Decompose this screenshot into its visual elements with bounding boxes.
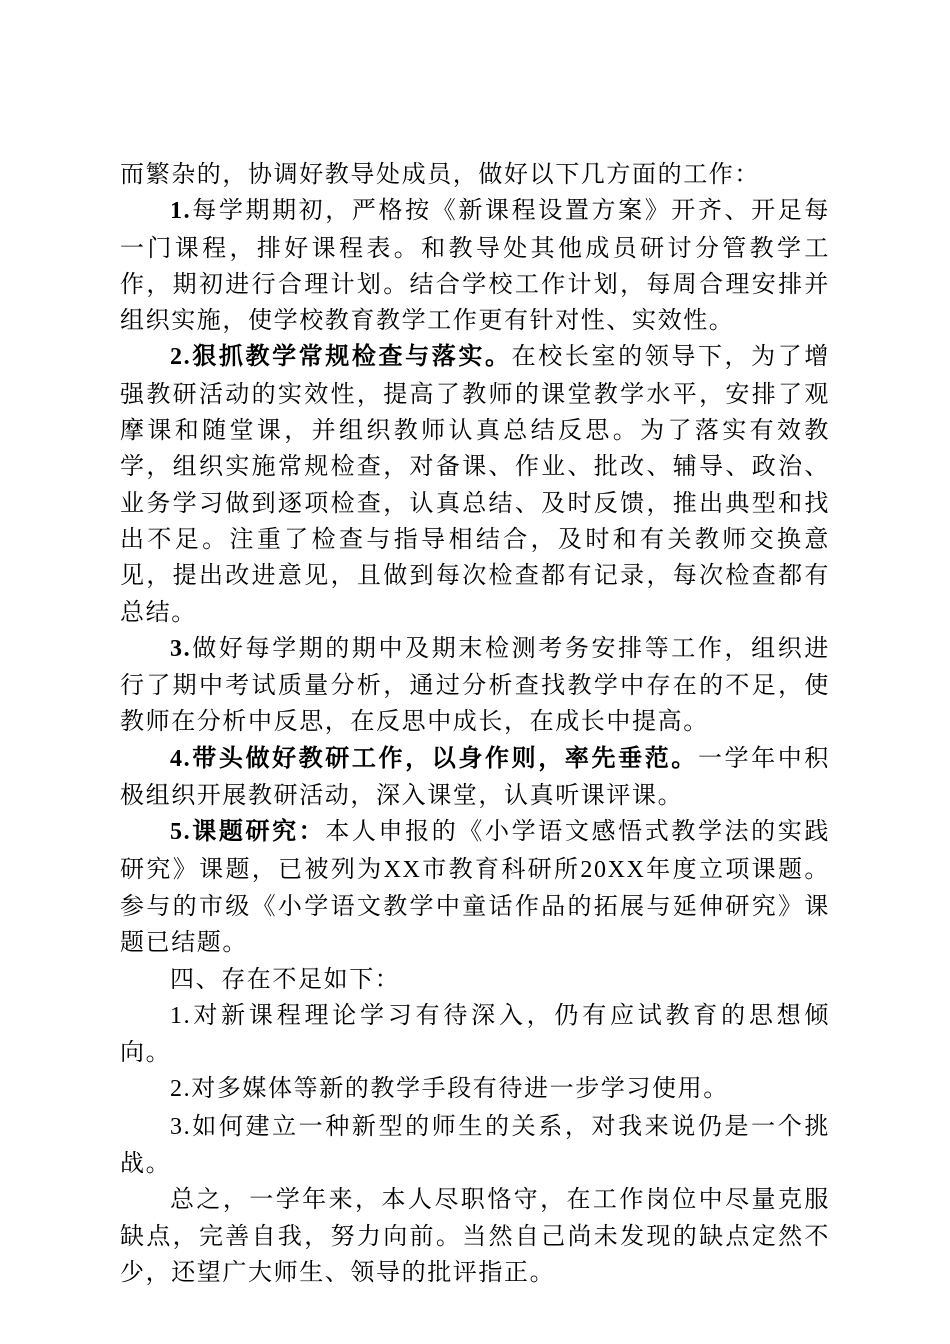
paragraph-text: 对新课程理论学习有待深入，仍有应试教育的思想倾向。 (120, 1000, 830, 1067)
deficiency-item-3 (120, 1108, 830, 1182)
paragraph-text: 总之，一学年来，本人尽职恪守，在工作岗位中尽量克服缺点，完善自我，努力向前。当然自己尚未发现的缺点定然不少，还望广大师生、领导的批评指正。 (120, 1185, 830, 1286)
item-number: 5. (170, 819, 192, 846)
item-number: 4. (170, 745, 192, 772)
paragraph-item-3 (120, 630, 830, 740)
section-heading-4 (120, 961, 830, 997)
item-number: 1. (170, 1002, 192, 1029)
paragraph-item-2 (120, 338, 830, 629)
paragraph-item-5 (120, 813, 830, 960)
section-title: 四、存在不足如下： (170, 964, 401, 993)
paragraph-text: 在校长室的领导下，为了增强教研活动的实效性，提高了教师的课堂教学水平，安排了观摩课和随堂课，并组织教师认真总结反思。为了落实有效教学，组织实施常规检查，对备课、作业、批改、辅导、政治、业务学习做到逐项检查，认真总结、及时反馈，推出典型和找出不足。注重了检查与指导相结合，及时和有关教师交换意见，提出改进意见，且做到每次检查都有记录，每次检查都有总结。 (120, 342, 831, 626)
paragraph-text: 如何建立一种新型的师生的关系，对我来说仍是一个挑战。 (120, 1111, 830, 1178)
paragraph-text: 市教育科研所 (421, 854, 581, 883)
paragraph-text: 一学年中积极组织开展教研活动，深入课堂，认真听课评课。 (120, 743, 831, 810)
paragraph-summary (120, 1181, 830, 1290)
paragraph-item-1 (120, 192, 830, 338)
item-number: 2. (170, 344, 192, 371)
paragraph-text: 本人申报的《小学语文感悟式教学法的实践研究》课题，已被列为 (120, 817, 831, 883)
paragraph-text: 每学期期初，严格按《新课程设置方案》开齐、开足每一门课程，排好课程表。和教导处其他成员研讨分管教学工作，期初进行合理计划。结合学校工作计划，每周合理安排并组织实施，使学校教育教学工作更有针对性、实效性。 (120, 196, 830, 335)
paragraph-text: 而繁杂的，协调好教导处成员，做好以下几方面的工作： (120, 160, 760, 188)
placeholder-city: XX (383, 856, 422, 883)
item-number: 1. (170, 198, 192, 225)
item-heading: 狠抓教学常规检查与落实。 (191, 341, 512, 371)
paragraph-text: 做好每学期的期中及期末检测考务安排等工作，组织进行了期中考试质量分析，通过分析查找教学中存在的不足，使教师在分析中反思，在反思中成长，在成长中提高。 (120, 633, 830, 736)
item-number: 3. (170, 1113, 192, 1140)
document-body (120, 156, 830, 1290)
deficiency-item-1 (120, 997, 830, 1071)
paragraph-text: 对多媒体等新的教学手段有待进一步学习使用。 (191, 1074, 729, 1103)
placeholder-year: 20XX (580, 856, 646, 883)
item-heading: 课题研究： (191, 816, 326, 846)
deficiency-item-2 (120, 1070, 830, 1107)
item-number: 2. (170, 1076, 192, 1103)
paragraph-text: 年度立项课题。参与的市级《小学语文教学中童话作品的拓展与延伸研究》课题已结题。 (120, 854, 831, 957)
paragraph-item-4 (120, 740, 830, 814)
item-number: 3. (170, 635, 192, 662)
item-heading: 带头做好教研工作，以身作则，率先垂范。 (191, 742, 698, 772)
paragraph-intro (120, 156, 830, 192)
